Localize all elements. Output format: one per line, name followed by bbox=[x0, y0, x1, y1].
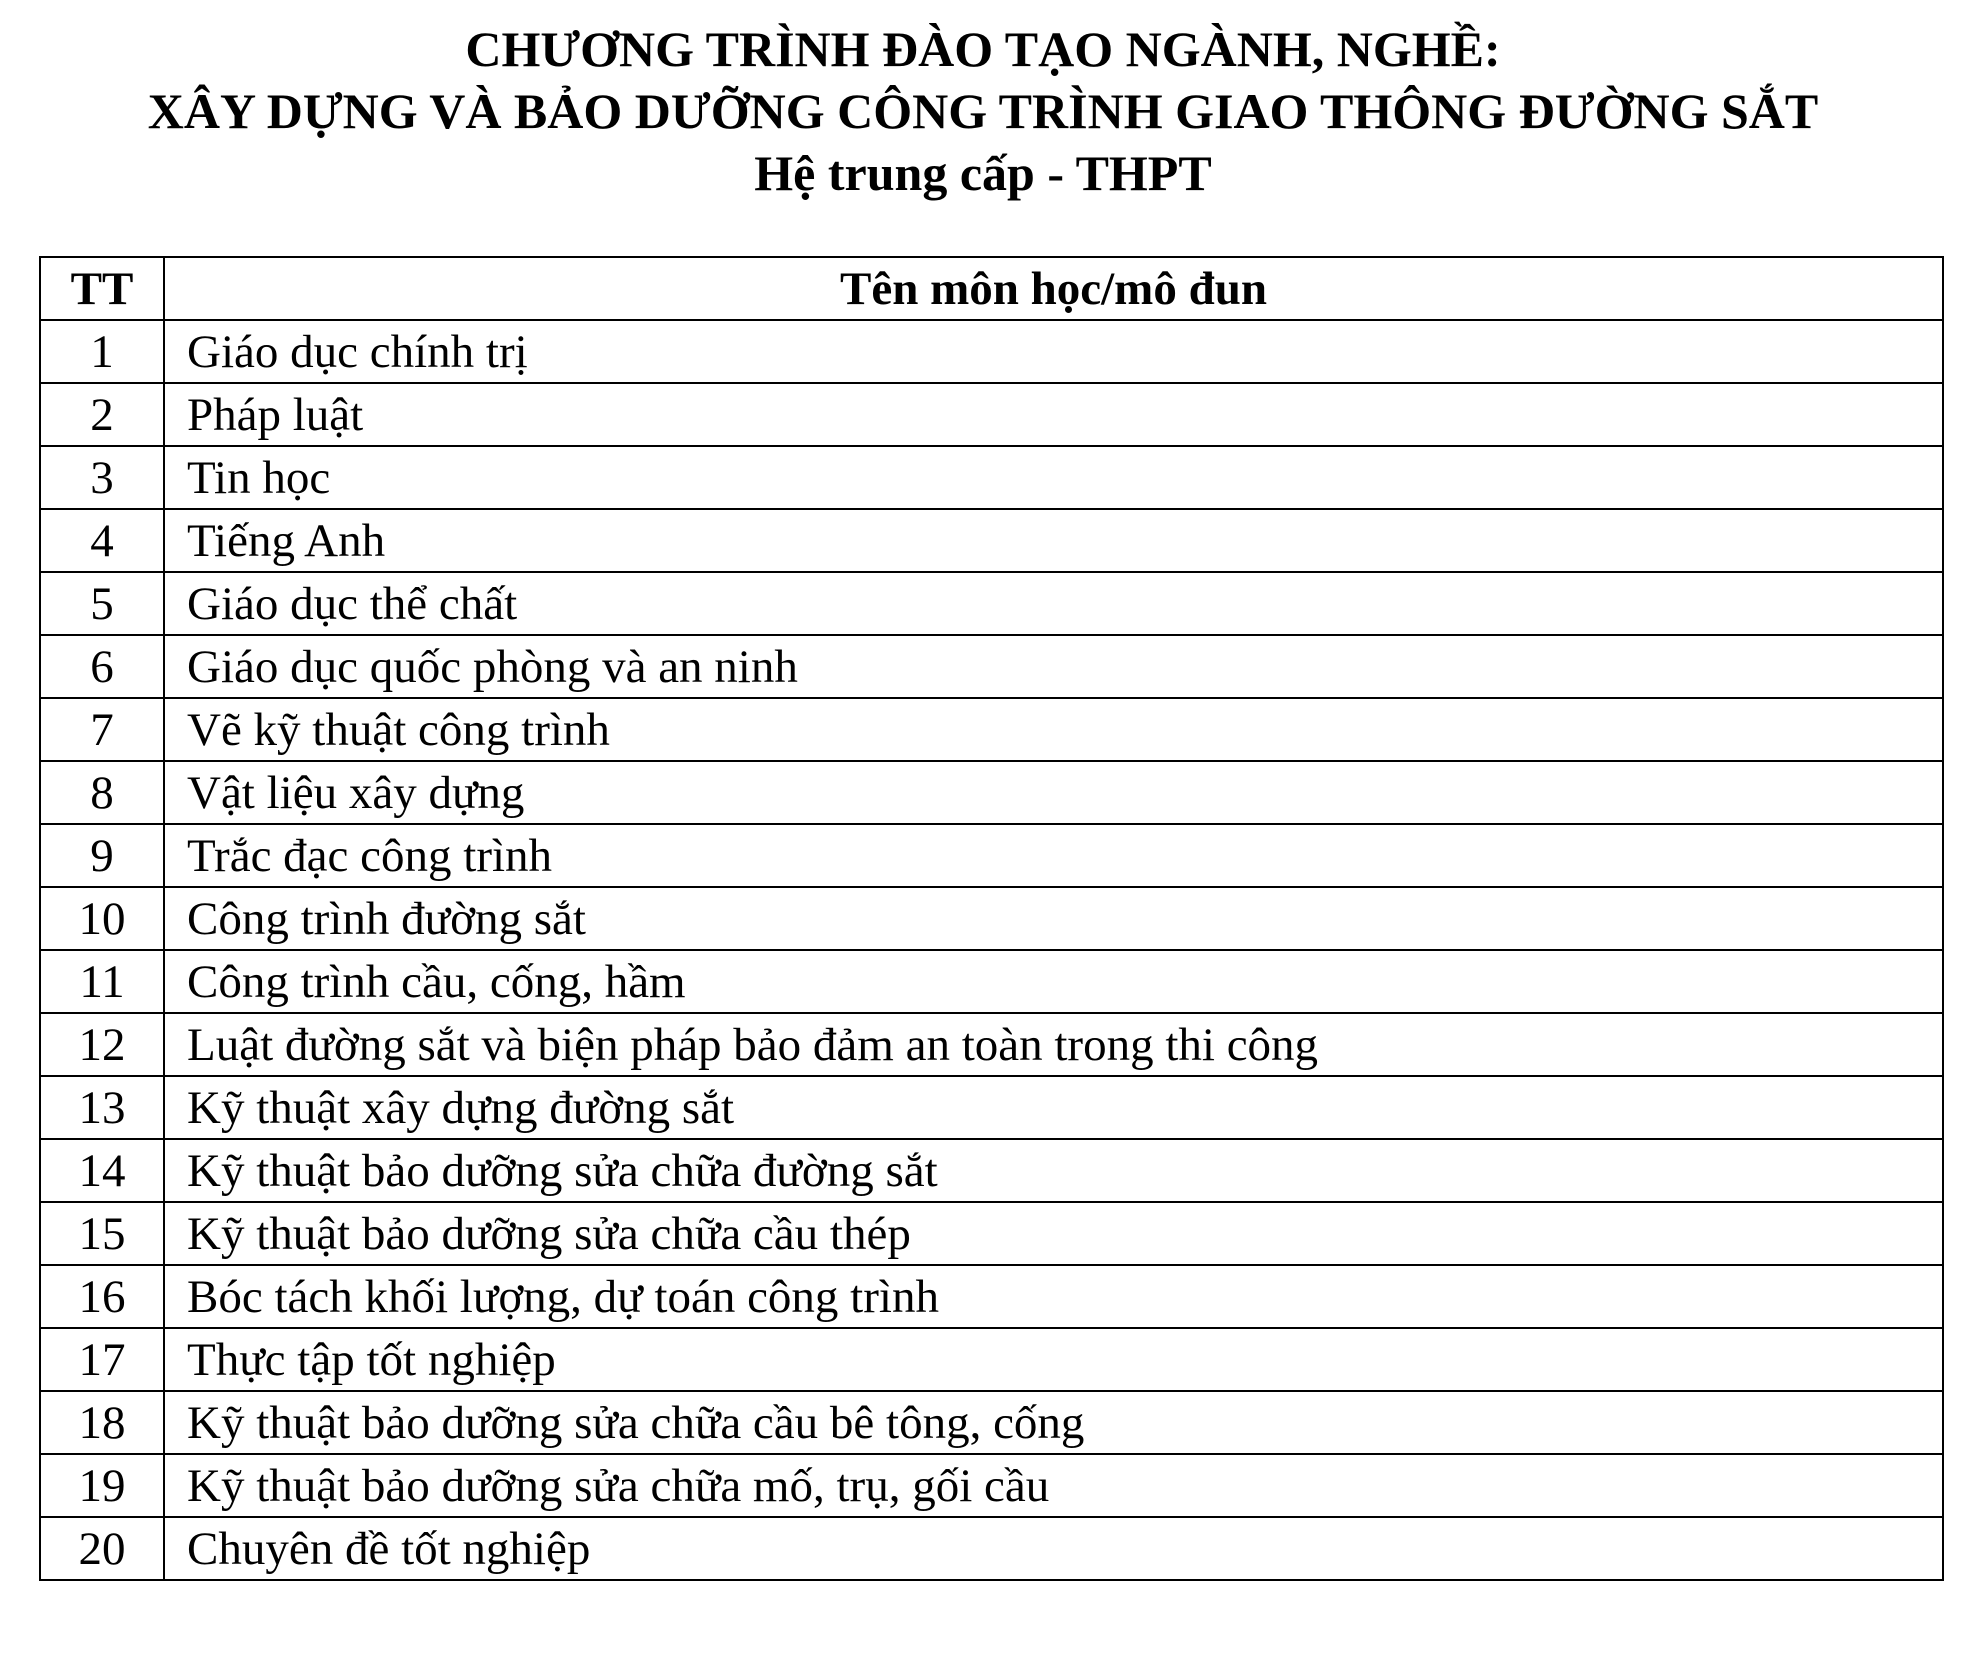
subject-name: Kỹ thuật xây dựng đường sắt bbox=[164, 1076, 1943, 1139]
table-row bbox=[40, 509, 1943, 572]
subject-name: Tiếng Anh bbox=[164, 509, 1943, 572]
table-row bbox=[40, 572, 1943, 635]
subject-name: Tin học bbox=[164, 446, 1943, 509]
subject-name: Bóc tách khối lượng, dự toán công trình bbox=[164, 1265, 1943, 1328]
subject-name: Chuyên đề tốt nghiệp bbox=[164, 1517, 1943, 1580]
subject-name: Thực tập tốt nghiệp bbox=[164, 1328, 1943, 1391]
table-row bbox=[40, 824, 1943, 887]
row-number: 4 bbox=[40, 509, 164, 572]
table-row bbox=[40, 1013, 1943, 1076]
subject-name: Vẽ kỹ thuật công trình bbox=[164, 698, 1943, 761]
row-number: 3 bbox=[40, 446, 164, 509]
program-major: XÂY DỰNG VÀ BẢO DƯỠNG CÔNG TRÌNH GIAO THÔNG ĐƯỜNG SẮT bbox=[147, 83, 1819, 139]
table-header-row bbox=[40, 257, 1943, 320]
table-row bbox=[40, 1391, 1943, 1454]
subject-name: Giáo dục quốc phòng và an ninh bbox=[164, 635, 1943, 698]
subject-name: Công trình cầu, cống, hầm bbox=[164, 950, 1943, 1013]
table-row bbox=[40, 1517, 1943, 1580]
document-header bbox=[0, 18, 1966, 204]
table-row bbox=[40, 635, 1943, 698]
table-row bbox=[40, 1328, 1943, 1391]
table-row bbox=[40, 1139, 1943, 1202]
table-row bbox=[40, 761, 1943, 824]
table-row bbox=[40, 1454, 1943, 1517]
row-number: 12 bbox=[40, 1013, 164, 1076]
curriculum-table-body bbox=[40, 320, 1943, 1580]
table-row bbox=[40, 446, 1943, 509]
program-title: CHƯƠNG TRÌNH ĐÀO TẠO NGÀNH, NGHỀ: bbox=[465, 21, 1501, 77]
program-level: Hệ trung cấp - THPT bbox=[754, 145, 1212, 201]
table-row bbox=[40, 1202, 1943, 1265]
row-number: 2 bbox=[40, 383, 164, 446]
subject-name: Kỹ thuật bảo dưỡng sửa chữa đường sắt bbox=[164, 1139, 1943, 1202]
row-number: 14 bbox=[40, 1139, 164, 1202]
subject-name: Luật đường sắt và biện pháp bảo đảm an toàn trong thi công bbox=[164, 1013, 1943, 1076]
column-header-tt: TT bbox=[40, 257, 164, 320]
subject-name: Giáo dục chính trị bbox=[164, 320, 1943, 383]
row-number: 1 bbox=[40, 320, 164, 383]
row-number: 16 bbox=[40, 1265, 164, 1328]
row-number: 11 bbox=[40, 950, 164, 1013]
row-number: 13 bbox=[40, 1076, 164, 1139]
row-number: 5 bbox=[40, 572, 164, 635]
subject-name: Giáo dục thể chất bbox=[164, 572, 1943, 635]
table-row bbox=[40, 1076, 1943, 1139]
subject-name: Kỹ thuật bảo dưỡng sửa chữa cầu thép bbox=[164, 1202, 1943, 1265]
subject-name: Công trình đường sắt bbox=[164, 887, 1943, 950]
row-number: 19 bbox=[40, 1454, 164, 1517]
row-number: 20 bbox=[40, 1517, 164, 1580]
table-row bbox=[40, 698, 1943, 761]
table-row bbox=[40, 887, 1943, 950]
table-row bbox=[40, 950, 1943, 1013]
row-number: 18 bbox=[40, 1391, 164, 1454]
subject-name: Kỹ thuật bảo dưỡng sửa chữa mố, trụ, gối cầu bbox=[164, 1454, 1943, 1517]
subject-name: Trắc đạc công trình bbox=[164, 824, 1943, 887]
curriculum-table bbox=[39, 256, 1944, 1581]
subject-name: Pháp luật bbox=[164, 383, 1943, 446]
row-number: 7 bbox=[40, 698, 164, 761]
table-row bbox=[40, 320, 1943, 383]
subject-name: Vật liệu xây dựng bbox=[164, 761, 1943, 824]
column-header-subject: Tên môn học/mô đun bbox=[164, 257, 1943, 320]
row-number: 8 bbox=[40, 761, 164, 824]
row-number: 17 bbox=[40, 1328, 164, 1391]
table-row bbox=[40, 383, 1943, 446]
row-number: 10 bbox=[40, 887, 164, 950]
row-number: 9 bbox=[40, 824, 164, 887]
subject-name: Kỹ thuật bảo dưỡng sửa chữa cầu bê tông, cống bbox=[164, 1391, 1943, 1454]
table-row bbox=[40, 1265, 1943, 1328]
row-number: 6 bbox=[40, 635, 164, 698]
row-number: 15 bbox=[40, 1202, 164, 1265]
